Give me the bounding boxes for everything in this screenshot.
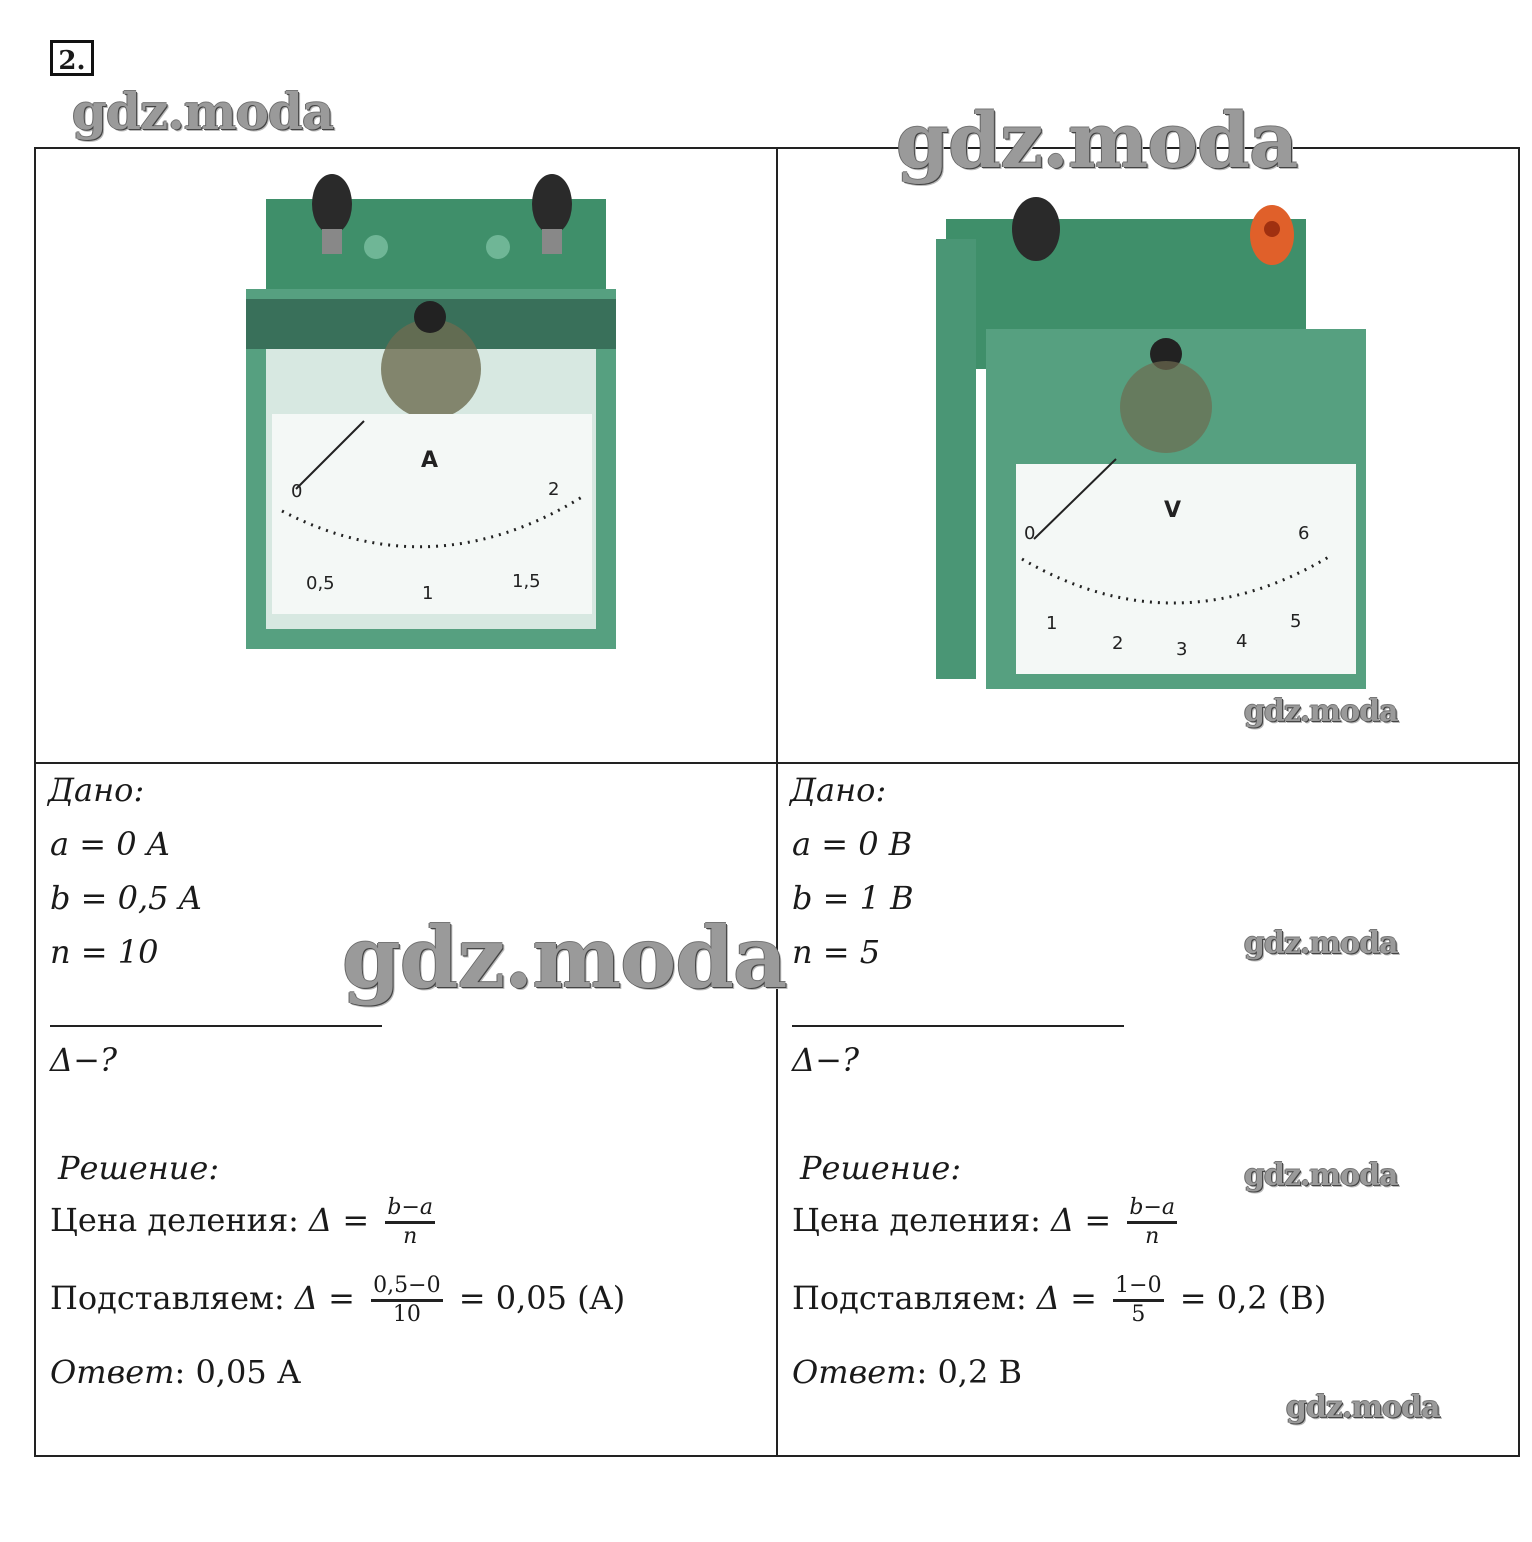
price-formula: $\frac{b-a}{n}$ (1129, 1195, 1176, 1249)
substitution-formula: $\frac{0,5-0}{10}$ (373, 1273, 441, 1327)
answer-line: Ответ: 0,2 В (792, 1353, 1023, 1391)
given-divider (50, 1025, 382, 1027)
voltmeter-image (926, 179, 1376, 709)
ammeter-image (236, 159, 626, 679)
given-n: n = 5 (792, 933, 881, 971)
find-line: Δ−? (50, 1041, 118, 1079)
given-a: a = 0 A (50, 825, 170, 863)
svg-text:1: 1 (422, 583, 434, 604)
svg-text:1: 1 (1046, 613, 1058, 634)
terminal-black (1012, 197, 1060, 261)
solution-label: Решение: (800, 1149, 962, 1187)
given-label: Дано: (790, 771, 887, 809)
svg-text:4: 4 (1236, 631, 1248, 652)
watermark: gdz.moda (72, 82, 334, 141)
watermark: gdz.moda (342, 908, 787, 1007)
given-divider (792, 1025, 1124, 1027)
row-divider (36, 762, 1518, 764)
svg-text:V: V (1164, 498, 1182, 523)
price-formula: $\frac{b-a}{n}$ (387, 1195, 434, 1249)
task-number: 2. (50, 40, 94, 76)
watermark: gdz.moda (1244, 1158, 1398, 1193)
svg-text:A: A (421, 448, 439, 473)
solution-label: Решение: (58, 1149, 220, 1187)
answer-line: Ответ: 0,05 А (50, 1353, 302, 1391)
substitution-line: Подставляем: Δ = $\frac{1-0}{5}$ = 0,2 (B) (792, 1273, 1327, 1327)
given-n: n = 10 (50, 933, 159, 971)
price-line: Цена деления: Δ = $\frac{b-a}{n}$ (50, 1195, 434, 1249)
given-label: Дано: (48, 771, 145, 809)
svg-text:3: 3 (1176, 639, 1188, 660)
find-line: Δ−? (792, 1041, 860, 1079)
svg-text:0,5: 0,5 (306, 573, 335, 594)
watermark: gdz.moda (1286, 1390, 1440, 1425)
svg-text:0: 0 (291, 481, 303, 502)
terminal-black (532, 174, 572, 234)
solution-table (34, 147, 1520, 1457)
watermark: gdz.moda (1244, 926, 1398, 961)
given-b: b = 0,5 A (50, 879, 202, 917)
watermark: gdz.moda (1244, 694, 1398, 729)
watermark: gdz.moda (896, 96, 1298, 185)
price-line: Цена деления: Δ = $\frac{b-a}{n}$ (792, 1195, 1176, 1249)
given-b: b = 1 B (792, 879, 914, 917)
svg-text:1,5: 1,5 (512, 571, 541, 592)
svg-text:5: 5 (1290, 611, 1302, 632)
svg-text:6: 6 (1298, 523, 1310, 544)
substitution-formula: $\frac{1-0}{5}$ (1115, 1273, 1162, 1327)
svg-text:0: 0 (1024, 523, 1036, 544)
svg-text:2: 2 (1112, 633, 1124, 654)
svg-text:2: 2 (548, 479, 560, 500)
terminal-black (312, 174, 352, 234)
given-a: a = 0 B (792, 825, 913, 863)
substitution-line: Подставляем: Δ = $\frac{0,5-0}{10}$ = 0,05 (A) (50, 1273, 626, 1327)
column-divider (776, 149, 778, 1455)
